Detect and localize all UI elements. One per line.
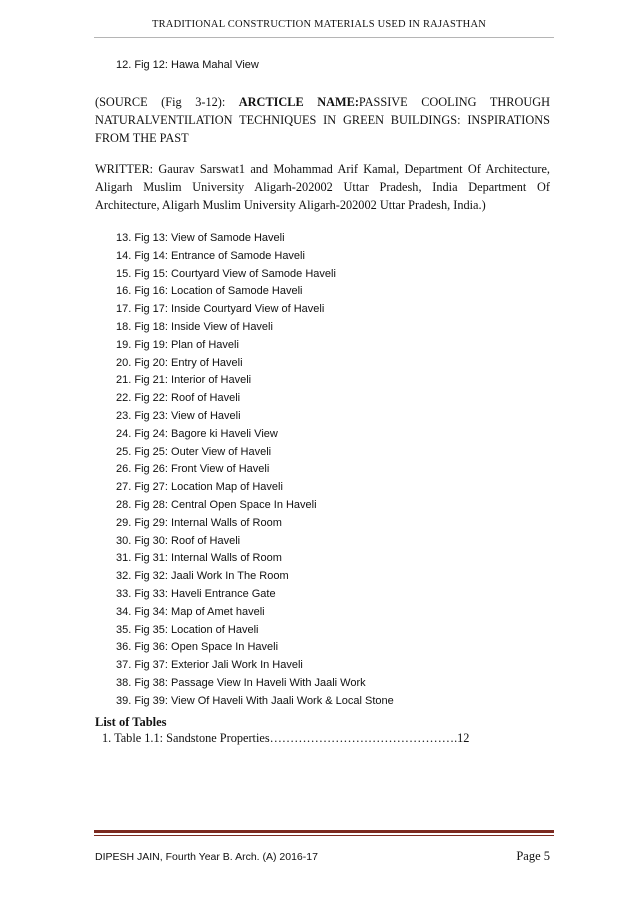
list-of-figures xyxy=(116,230,394,711)
list-item: 36. Fig 36: Open Space In Haveli xyxy=(116,641,279,654)
list-item: 29. Fig 29: Internal Walls of Room xyxy=(116,516,282,529)
list-item: 14. Fig 14: Entrance of Samode Haveli xyxy=(116,249,305,262)
header-divider xyxy=(94,37,554,38)
list-item: 18. Fig 18: Inside View of Haveli xyxy=(116,320,273,333)
list-item: 35. Fig 35: Location of Haveli xyxy=(116,623,259,636)
writer-line-1: WRITTER: Gaurav Sarswat1 and Mohammad Arif Kamal, Department Of Architecture, xyxy=(95,162,550,176)
footer-divider-thick xyxy=(94,830,554,833)
source-line-3: FROM THE PAST xyxy=(95,131,189,145)
table-entry-1: 1. Table 1.1: Sandstone Properties……………………………………….12 xyxy=(102,731,470,745)
list-item: 30. Fig 30: Roof of Haveli xyxy=(116,534,241,547)
source-line-1: (SOURCE (Fig 3-12): ARCTICLE NAME:PASSIVE COOLING THROUGH xyxy=(95,95,550,109)
list-item: 39. Fig 39: View Of Haveli With Jaali Work & Local Stone xyxy=(116,694,394,707)
writer-citation xyxy=(95,160,550,214)
source-line-2: NATURALVENTILATION TECHNIQUES IN GREEN BUILDINGS: INSPIRATIONS xyxy=(95,113,550,127)
source-citation xyxy=(95,93,550,147)
footer-divider-thin xyxy=(94,835,554,836)
list-item: 23. Fig 23: View of Haveli xyxy=(116,409,241,422)
list-item: 28. Fig 28: Central Open Space In Haveli xyxy=(116,498,317,511)
writer-line-2: Aligarh Muslim University Aligarh-202002 Uttar Pradesh, India Department Of xyxy=(95,180,550,194)
list-item: 21. Fig 21: Interior of Haveli xyxy=(116,374,252,387)
list-item: 37. Fig 37: Exterior Jali Work In Haveli xyxy=(116,659,303,672)
list-item: 38. Fig 38: Passage View In Haveli With Jaali Work xyxy=(116,676,366,689)
list-item: 19. Fig 19: Plan of Haveli xyxy=(116,338,239,351)
page-number: Page 5 xyxy=(516,849,550,863)
list-item: 32. Fig 32: Jaali Work In The Room xyxy=(116,570,289,583)
list-item: 33. Fig 33: Haveli Entrance Gate xyxy=(116,587,276,600)
list-item: 22. Fig 22: Roof of Haveli xyxy=(116,392,241,405)
list-item: 26. Fig 26: Front View of Haveli xyxy=(116,463,270,476)
list-item: 16. Fig 16: Location of Samode Haveli xyxy=(116,285,303,298)
list-item: 25. Fig 25: Outer View of Haveli xyxy=(116,445,272,458)
list-item: 24. Fig 24: Bagore ki Haveli View xyxy=(116,427,278,440)
list-of-tables-heading: List of Tables xyxy=(95,715,167,729)
list-item: 15. Fig 15: Courtyard View of Samode Haveli xyxy=(116,267,336,280)
list-item: 27. Fig 27: Location Map of Haveli xyxy=(116,481,283,494)
list-item: 31. Fig 31: Internal Walls of Room xyxy=(116,552,282,565)
figure-entry-12: 12. Fig 12: Hawa Mahal View xyxy=(116,59,259,71)
running-header: TRADITIONAL CONSTRUCTION MATERIALS USED IN RAJASTHAN xyxy=(151,19,487,30)
list-item: 13. Fig 13: View of Samode Haveli xyxy=(116,232,285,244)
list-item: 34. Fig 34: Map of Amet haveli xyxy=(116,605,265,618)
list-item: 20. Fig 20: Entry of Haveli xyxy=(116,356,243,369)
writer-line-3: Architecture, Aligarh Muslim University Aligarh-202002 Uttar Pradesh, India.) xyxy=(95,198,486,212)
article-name-label: ARCTICLE NAME: xyxy=(238,95,359,109)
list-item: 17. Fig 17: Inside Courtyard View of Haveli xyxy=(116,303,325,316)
footer-author: DIPESH JAIN, Fourth Year B. Arch. (A) 2016-17 xyxy=(95,851,318,863)
